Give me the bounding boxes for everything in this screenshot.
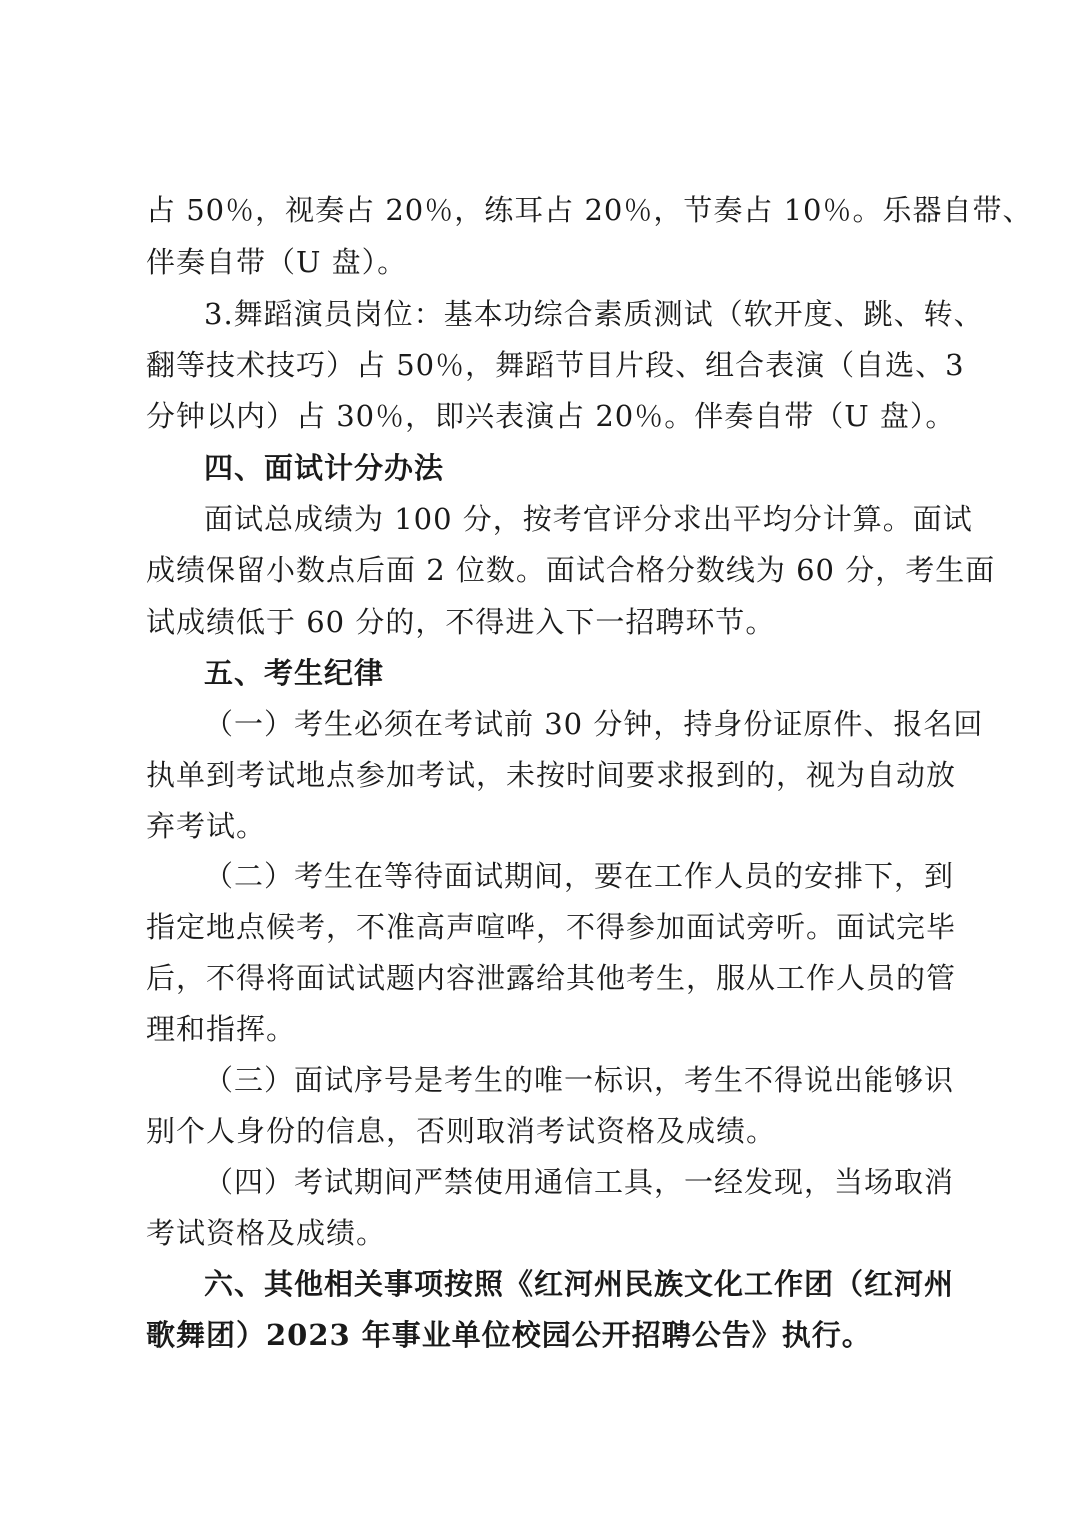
dance-position-line-3: 分钟以内）占 30％，即兴表演占 20％。伴奏自带（U 盘）。	[146, 399, 956, 433]
interview-scoring-line-2: 成绩保留小数点后面 2 位数。面试合格分数线为 60 分，考生面	[146, 553, 996, 587]
interview-scoring-line-1: 面试总成绩为 100 分，按考官评分求出平均分计算。面试	[204, 502, 973, 536]
dance-position-line-2: 翻等技术技巧）占 50％，舞蹈节目片段、组合表演（自选、3	[146, 348, 965, 382]
discipline-item-2-line-4: 理和指挥。	[146, 1012, 297, 1046]
discipline-item-1-line-1: （一）考生必须在考试前 30 分钟，持身份证原件、报名回	[204, 707, 984, 741]
discipline-item-4-line-1: （四）考试期间严禁使用通信工具，一经发现，当场取消	[204, 1165, 955, 1199]
section-heading-candidate-discipline: 五、考生纪律	[204, 656, 385, 690]
paragraph-line-music-scoring: 占 50％，视奏占 20％，练耳占 20％，节奏占 10％。乐器自带、	[146, 193, 1033, 227]
discipline-item-2-line-3: 后，不得将面试试题内容泄露给其他考生，服从工作人员的管	[146, 961, 957, 995]
section-heading-interview-scoring: 四、面试计分办法	[204, 451, 445, 485]
section-other-matters-line-1: 六、其他相关事项按照《红河州民族文化工作团（红河州	[204, 1267, 955, 1301]
discipline-item-2-line-2: 指定地点候考，不准高声喧哗，不得参加面试旁听。面试完毕	[146, 910, 957, 944]
paragraph-line-music-scoring-end: 伴奏自带（U 盘）。	[146, 245, 408, 279]
discipline-item-1-line-3: 弃考试。	[146, 809, 267, 843]
discipline-item-3-line-2: 别个人身份的信息，否则取消考试资格及成绩。	[146, 1114, 777, 1148]
section-other-matters-line-2: 歌舞团）2023 年事业单位校园公开招聘公告》执行。	[146, 1318, 872, 1352]
dance-position-line-1: 3.舞蹈演员岗位：基本功综合素质测试（软开度、跳、转、	[204, 297, 984, 331]
discipline-item-2-line-1: （二）考生在等待面试期间，要在工作人员的安排下，到	[204, 859, 955, 893]
discipline-item-3-line-1: （三）面试序号是考生的唯一标识，考生不得说出能够识	[204, 1063, 955, 1097]
discipline-item-1-line-2: 执单到考试地点参加考试，未按时间要求报到的，视为自动放	[146, 758, 957, 792]
interview-scoring-line-3: 试成绩低于 60 分的，不得进入下一招聘环节。	[146, 605, 776, 639]
discipline-item-4-line-2: 考试资格及成绩。	[146, 1216, 387, 1250]
